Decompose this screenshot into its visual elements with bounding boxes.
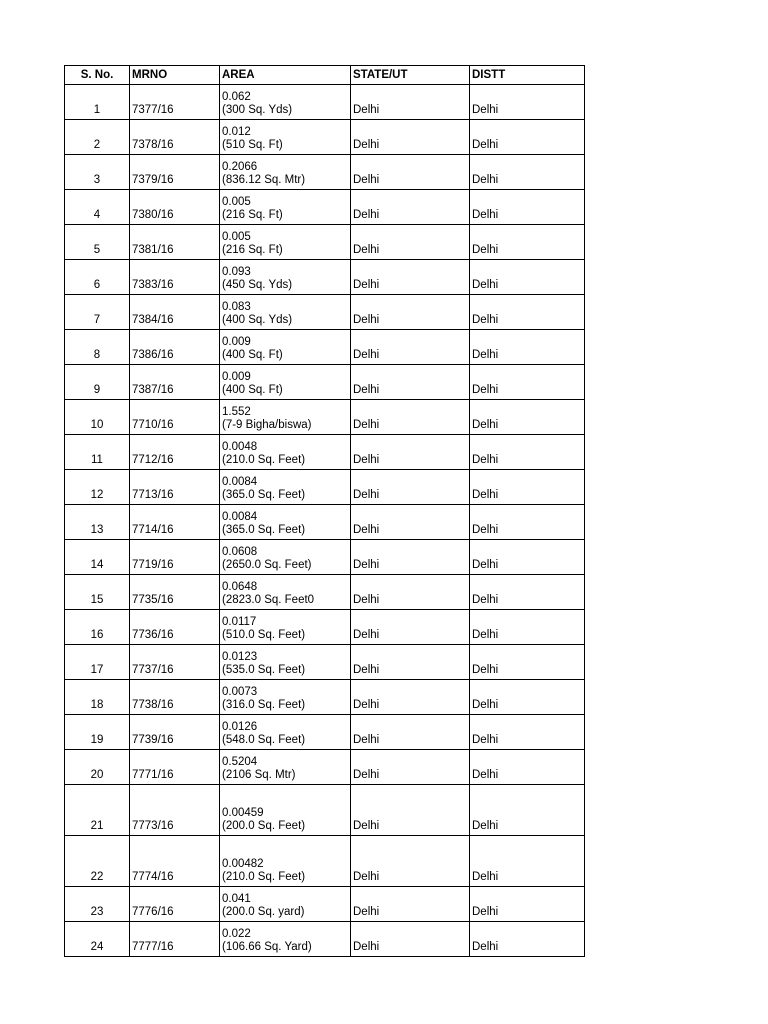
cell-sno: 10 xyxy=(65,400,130,435)
area-description: (450 Sq. Yds) xyxy=(222,279,293,291)
table-row xyxy=(65,575,585,610)
table-row xyxy=(65,400,585,435)
cell-sno: 7 xyxy=(65,295,130,330)
cell-sno: 22 xyxy=(65,836,130,887)
cell-state: Delhi xyxy=(351,295,470,330)
cell-mrno: 7737/16 xyxy=(130,645,220,680)
cell-sno: 21 xyxy=(65,785,130,836)
area-value: 0.062 xyxy=(222,91,251,103)
cell-area xyxy=(220,225,351,260)
area-value: 0.005 xyxy=(222,196,251,208)
cell-area xyxy=(220,715,351,750)
header-row xyxy=(65,66,585,85)
cell-mrno: 7379/16 xyxy=(130,155,220,190)
header-sno: S. No. xyxy=(65,66,130,85)
cell-distt: Delhi xyxy=(470,575,585,610)
table-row xyxy=(65,645,585,680)
area-description: (2823.0 Sq. Feet0 xyxy=(222,594,315,606)
cell-sno: 23 xyxy=(65,887,130,922)
cell-mrno: 7774/16 xyxy=(130,836,220,887)
cell-state: Delhi xyxy=(351,645,470,680)
cell-sno: 20 xyxy=(65,750,130,785)
table-row xyxy=(65,785,585,836)
cell-distt: Delhi xyxy=(470,836,585,887)
area-description: (210.0 Sq. Feet) xyxy=(222,454,306,466)
cell-sno: 13 xyxy=(65,505,130,540)
cell-distt: Delhi xyxy=(470,887,585,922)
cell-sno: 6 xyxy=(65,260,130,295)
cell-mrno: 7719/16 xyxy=(130,540,220,575)
area-value: 0.093 xyxy=(222,266,251,278)
table-row xyxy=(65,330,585,365)
area-value: 0.009 xyxy=(222,336,251,348)
table-row xyxy=(65,365,585,400)
area-description: (510.0 Sq. Feet) xyxy=(222,629,306,641)
area-value: 0.022 xyxy=(222,928,251,940)
cell-state: Delhi xyxy=(351,887,470,922)
cell-distt: Delhi xyxy=(470,680,585,715)
table-row xyxy=(65,85,585,120)
table-row xyxy=(65,540,585,575)
area-description: (300 Sq. Yds) xyxy=(222,104,293,116)
cell-area xyxy=(220,470,351,505)
cell-sno: 2 xyxy=(65,120,130,155)
cell-sno: 14 xyxy=(65,540,130,575)
cell-sno: 5 xyxy=(65,225,130,260)
area-description: (200.0 Sq. yard) xyxy=(222,906,305,918)
cell-mrno: 7386/16 xyxy=(130,330,220,365)
area-value: 0.012 xyxy=(222,126,251,138)
cell-state: Delhi xyxy=(351,190,470,225)
cell-mrno: 7773/16 xyxy=(130,785,220,836)
area-description: (365.0 Sq. Feet) xyxy=(222,489,306,501)
area-description: (7-9 Bigha/biswa) xyxy=(222,419,312,431)
cell-distt: Delhi xyxy=(470,922,585,957)
table-row xyxy=(65,836,585,887)
cell-mrno: 7771/16 xyxy=(130,750,220,785)
area-description: (200.0 Sq. Feet) xyxy=(222,820,306,832)
area-description: (2650.0 Sq. Feet) xyxy=(222,559,312,571)
area-value: 0.0126 xyxy=(222,721,258,733)
cell-area xyxy=(220,610,351,645)
area-value: 0.2066 xyxy=(222,161,258,173)
cell-area xyxy=(220,295,351,330)
cell-area xyxy=(220,505,351,540)
area-description: (216 Sq. Ft) xyxy=(222,244,283,256)
area-description: (535.0 Sq. Feet) xyxy=(222,664,306,676)
cell-sno: 18 xyxy=(65,680,130,715)
cell-area xyxy=(220,680,351,715)
area-description: (365.0 Sq. Feet) xyxy=(222,524,306,536)
cell-mrno: 7384/16 xyxy=(130,295,220,330)
table-row xyxy=(65,295,585,330)
area-description: (510 Sq. Ft) xyxy=(222,139,283,151)
header-area: AREA xyxy=(220,66,351,85)
cell-distt: Delhi xyxy=(470,610,585,645)
area-value: 0.0123 xyxy=(222,651,258,663)
area-value: 0.5204 xyxy=(222,756,258,768)
cell-sno: 16 xyxy=(65,610,130,645)
cell-state: Delhi xyxy=(351,470,470,505)
cell-distt: Delhi xyxy=(470,190,585,225)
cell-state: Delhi xyxy=(351,435,470,470)
cell-distt: Delhi xyxy=(470,260,585,295)
cell-area xyxy=(220,120,351,155)
table-row xyxy=(65,470,585,505)
cell-distt: Delhi xyxy=(470,225,585,260)
cell-mrno: 7383/16 xyxy=(130,260,220,295)
table-row xyxy=(65,120,585,155)
cell-area xyxy=(220,365,351,400)
area-value: 0.041 xyxy=(222,893,251,905)
cell-state: Delhi xyxy=(351,836,470,887)
cell-state: Delhi xyxy=(351,785,470,836)
cell-sno: 12 xyxy=(65,470,130,505)
cell-state: Delhi xyxy=(351,680,470,715)
cell-area xyxy=(220,85,351,120)
cell-state: Delhi xyxy=(351,400,470,435)
cell-area xyxy=(220,540,351,575)
area-value: 1.552 xyxy=(222,406,251,418)
cell-distt: Delhi xyxy=(470,400,585,435)
area-value: 0.083 xyxy=(222,301,251,313)
cell-state: Delhi xyxy=(351,575,470,610)
cell-mrno: 7713/16 xyxy=(130,470,220,505)
cell-distt: Delhi xyxy=(470,785,585,836)
area-description: (106.66 Sq. Yard) xyxy=(222,941,312,953)
cell-area xyxy=(220,750,351,785)
area-value: 0.0084 xyxy=(222,476,258,488)
table-row xyxy=(65,610,585,645)
cell-distt: Delhi xyxy=(470,155,585,190)
cell-state: Delhi xyxy=(351,260,470,295)
cell-mrno: 7738/16 xyxy=(130,680,220,715)
area-description: (836.12 Sq. Mtr) xyxy=(222,174,306,186)
cell-distt: Delhi xyxy=(470,295,585,330)
cell-sno: 15 xyxy=(65,575,130,610)
cell-state: Delhi xyxy=(351,155,470,190)
area-value: 0.0048 xyxy=(222,441,258,453)
cell-sno: 17 xyxy=(65,645,130,680)
cell-distt: Delhi xyxy=(470,435,585,470)
table-row xyxy=(65,225,585,260)
table-row xyxy=(65,435,585,470)
cell-distt: Delhi xyxy=(470,540,585,575)
cell-area xyxy=(220,330,351,365)
table-row xyxy=(65,190,585,225)
cell-mrno: 7736/16 xyxy=(130,610,220,645)
cell-area xyxy=(220,190,351,225)
area-description: (216 Sq. Ft) xyxy=(222,209,283,221)
cell-area xyxy=(220,645,351,680)
cell-distt: Delhi xyxy=(470,470,585,505)
area-description: (210.0 Sq. Feet) xyxy=(222,871,306,883)
cell-mrno: 7735/16 xyxy=(130,575,220,610)
cell-mrno: 7777/16 xyxy=(130,922,220,957)
cell-area xyxy=(220,922,351,957)
table-row xyxy=(65,887,585,922)
area-value: 0.009 xyxy=(222,371,251,383)
table-row xyxy=(65,505,585,540)
cell-distt: Delhi xyxy=(470,85,585,120)
area-description: (316.0 Sq. Feet) xyxy=(222,699,306,711)
cell-mrno: 7378/16 xyxy=(130,120,220,155)
cell-mrno: 7387/16 xyxy=(130,365,220,400)
table-row xyxy=(65,922,585,957)
cell-area xyxy=(220,887,351,922)
cell-mrno: 7710/16 xyxy=(130,400,220,435)
area-value: 0.00482 xyxy=(222,858,264,870)
header-distt: DISTT xyxy=(470,66,585,85)
cell-distt: Delhi xyxy=(470,645,585,680)
area-description: (2106 Sq. Mtr) xyxy=(222,769,296,781)
cell-mrno: 7380/16 xyxy=(130,190,220,225)
area-description: (400 Sq. Ft) xyxy=(222,384,283,396)
area-value: 0.00459 xyxy=(222,807,264,819)
cell-state: Delhi xyxy=(351,85,470,120)
cell-state: Delhi xyxy=(351,540,470,575)
table-row xyxy=(65,750,585,785)
area-description: (400 Sq. Ft) xyxy=(222,349,283,361)
cell-sno: 11 xyxy=(65,435,130,470)
area-value: 0.005 xyxy=(222,231,251,243)
header-mrno: MRNO xyxy=(130,66,220,85)
cell-area xyxy=(220,260,351,295)
cell-state: Delhi xyxy=(351,120,470,155)
cell-state: Delhi xyxy=(351,715,470,750)
cell-state: Delhi xyxy=(351,330,470,365)
cell-mrno: 7714/16 xyxy=(130,505,220,540)
area-value: 0.0608 xyxy=(222,546,258,558)
area-value: 0.0084 xyxy=(222,511,258,523)
cell-state: Delhi xyxy=(351,750,470,785)
area-description: (548.0 Sq. Feet) xyxy=(222,734,306,746)
cell-mrno: 7377/16 xyxy=(130,85,220,120)
cell-mrno: 7712/16 xyxy=(130,435,220,470)
cell-state: Delhi xyxy=(351,610,470,645)
area-value: 0.0117 xyxy=(222,616,257,628)
cell-sno: 1 xyxy=(65,85,130,120)
cell-area xyxy=(220,575,351,610)
table-row xyxy=(65,680,585,715)
cell-sno: 9 xyxy=(65,365,130,400)
cell-distt: Delhi xyxy=(470,715,585,750)
cell-distt: Delhi xyxy=(470,505,585,540)
cell-state: Delhi xyxy=(351,225,470,260)
cell-mrno: 7381/16 xyxy=(130,225,220,260)
cell-state: Delhi xyxy=(351,922,470,957)
cell-sno: 19 xyxy=(65,715,130,750)
cell-area xyxy=(220,785,351,836)
mrno-area-table xyxy=(64,65,585,957)
cell-mrno: 7776/16 xyxy=(130,887,220,922)
table-row xyxy=(65,260,585,295)
table-row xyxy=(65,155,585,190)
cell-sno: 3 xyxy=(65,155,130,190)
cell-distt: Delhi xyxy=(470,365,585,400)
cell-distt: Delhi xyxy=(470,330,585,365)
cell-area xyxy=(220,155,351,190)
area-value: 0.0073 xyxy=(222,686,258,698)
cell-state: Delhi xyxy=(351,365,470,400)
cell-sno: 24 xyxy=(65,922,130,957)
table-row xyxy=(65,715,585,750)
cell-area xyxy=(220,435,351,470)
area-value: 0.0648 xyxy=(222,581,258,593)
header-state: STATE/UT xyxy=(351,66,470,85)
cell-sno: 8 xyxy=(65,330,130,365)
cell-distt: Delhi xyxy=(470,750,585,785)
cell-area xyxy=(220,836,351,887)
area-description: (400 Sq. Yds) xyxy=(222,314,293,326)
cell-mrno: 7739/16 xyxy=(130,715,220,750)
cell-distt: Delhi xyxy=(470,120,585,155)
cell-sno: 4 xyxy=(65,190,130,225)
cell-state: Delhi xyxy=(351,505,470,540)
cell-area xyxy=(220,400,351,435)
